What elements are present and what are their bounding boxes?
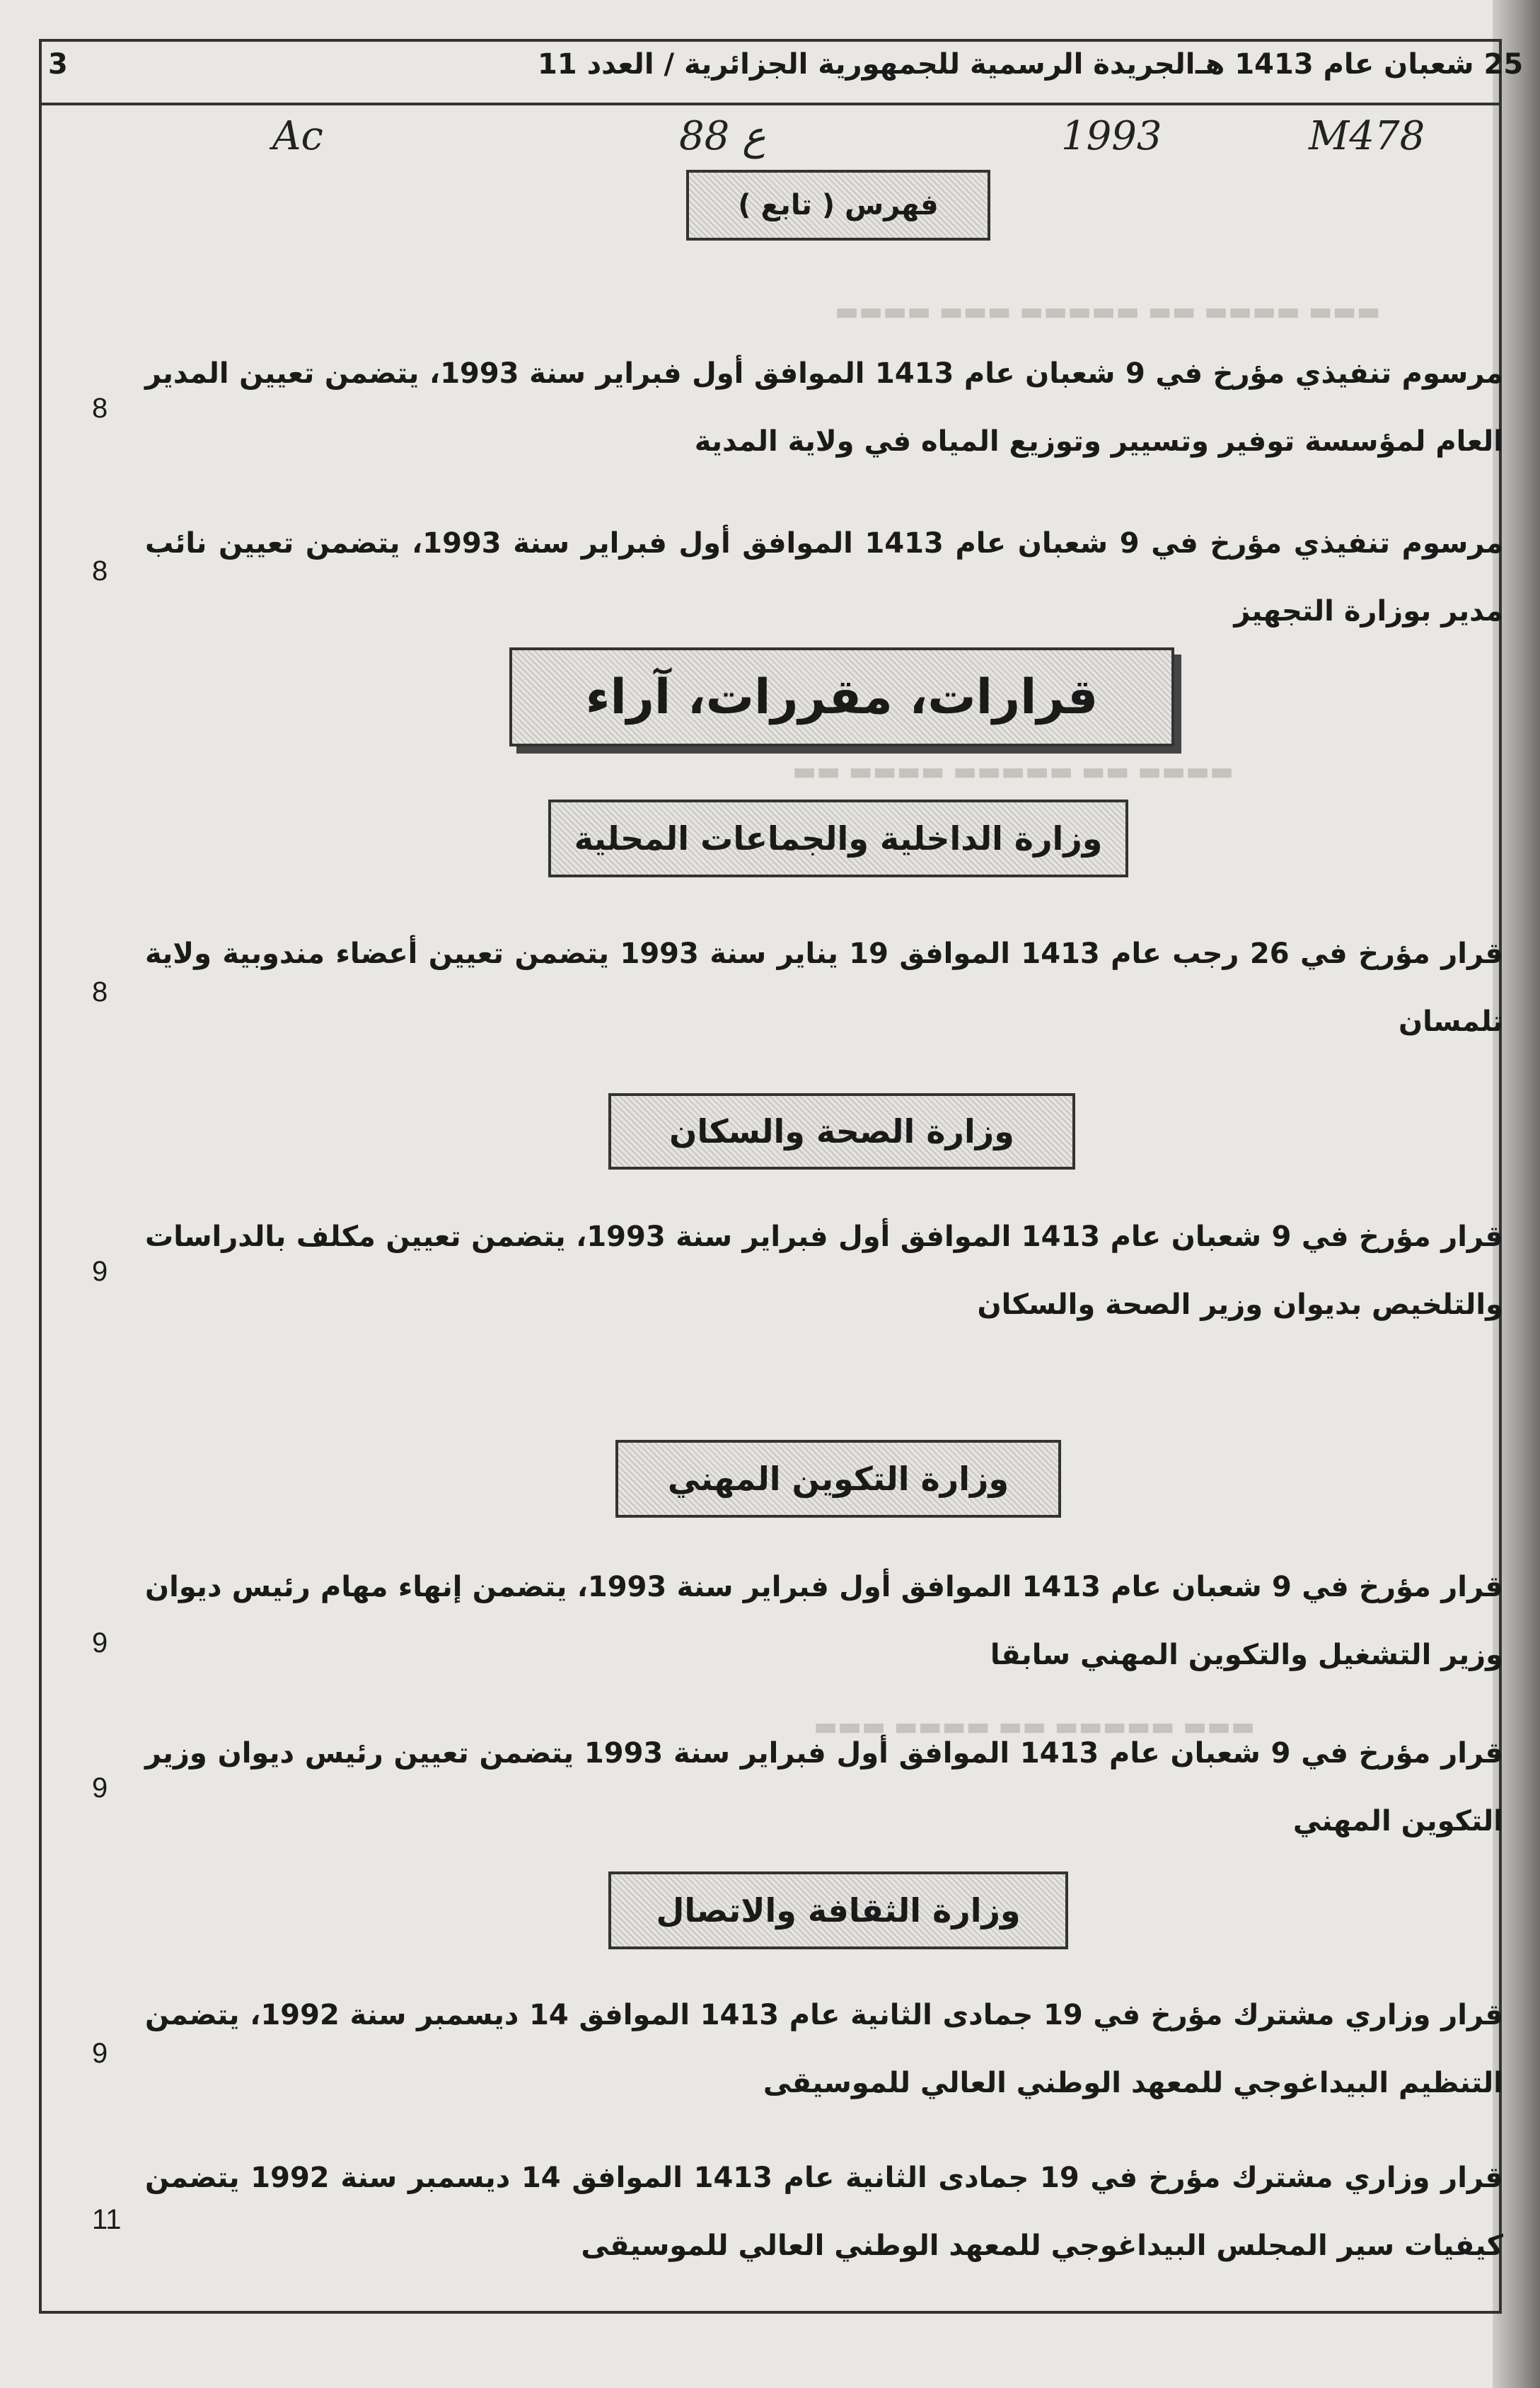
handwritten-year: 1993 <box>1061 113 1162 159</box>
entry-page-number: 8 <box>92 976 108 1008</box>
entry-text: قرار وزاري مشترك مؤرخ في 19 جمادى الثانية عام 1413 الموافق 14 ديسمبر سنة 1992 يتضمن كيفيات سير المجلس البيداغوجي للمعهد الوطني العالي للموسيقى <box>145 2162 1503 2262</box>
section-title-culture: وزارة الثقافة والاتصال <box>608 1871 1068 1949</box>
index-entry <box>145 1981 1503 2117</box>
entry-page-number: 9 <box>92 2038 108 2069</box>
entry-page-number: 9 <box>92 1256 108 1287</box>
entry-text: قرار مؤرخ في 9 شعبان عام 1413 الموافق أول فبراير سنة 1993، يتضمن تعيين مكلف بالدراسات والتلخيص بديوان وزير الصحة والسكان <box>145 1221 1504 1321</box>
handwritten-reference: M478 <box>1309 113 1425 159</box>
entry-text: مرسوم تنفيذي مؤرخ في 9 شعبان عام 1413 الموافق أول فبراير سنة 1993، يتضمن تعيين المدير العام لمؤسسة توفير وتسيير وتوزيع المياه في ولاية المدية <box>145 357 1504 458</box>
journal-title: الجريدة الرسمية للجمهورية الجزائرية / العدد 11 <box>538 48 1195 81</box>
index-title: فهرس ( تابع ) <box>686 170 990 241</box>
index-entry <box>145 340 1503 475</box>
page-number: 3 <box>48 48 68 81</box>
bleed-through: ▬▬▬ ▬▬▬▬▬ ▬▬ ▬▬▬▬ ▬▬▬ <box>814 1712 1256 1741</box>
index-entry <box>145 1719 1503 1855</box>
header-date: 25 شعبان عام 1413 هـ <box>1195 48 1524 81</box>
bleed-through: ▬▬▬ ▬▬▬▬ ▬▬ ▬▬▬▬▬ ▬▬▬ ▬▬▬▬ <box>835 297 1381 326</box>
entry-text: قرار مؤرخ في 26 رجب عام 1413 الموافق 19 يناير سنة 1993 يتضمن تعيين أعضاء مندوبية ولاية تلمسان <box>145 938 1504 1038</box>
section-title-interior: وزارة الداخلية والجماعات المحلية <box>548 800 1128 877</box>
entry-page-number: 9 <box>92 1772 108 1804</box>
section-title-health: وزارة الصحة والسكان <box>608 1093 1075 1170</box>
entry-text: قرار مؤرخ في 9 شعبان عام 1413 الموافق أول فبراير سنة 1993، يتضمن إنهاء مهام رئيس ديوان وزير التشغيل والتكوين المهني سابقا <box>145 1571 1504 1671</box>
entry-text: قرار مؤرخ في 9 شعبان عام 1413 الموافق أول فبراير سنة 1993 يتضمن تعيين رئيس ديوان وزير التكوين المهني <box>145 1737 1504 1838</box>
handwritten-mark: 88 ع <box>679 113 766 159</box>
index-entry <box>145 920 1503 1056</box>
bleed-through: ▬▬▬▬ ▬▬ ▬▬▬▬▬ ▬▬▬▬ ▬▬ <box>792 757 1234 786</box>
main-section-title: قرارات، مقررات، آراء <box>509 647 1174 746</box>
entry-page-number: 9 <box>92 1627 108 1659</box>
handwritten-mark: Ac <box>272 113 323 159</box>
entry-text: قرار وزاري مشترك مؤرخ في 19 جمادى الثانية عام 1413 الموافق 14 ديسمبر سنة 1992، يتضمن التنظيم البيداغوجي للمعهد الوطني العالي للموسيقى <box>145 1999 1504 2099</box>
index-entry <box>145 509 1503 645</box>
index-entry <box>145 2144 1503 2280</box>
index-entry <box>145 1203 1503 1339</box>
entry-page-number: 8 <box>92 393 108 424</box>
header-rule <box>39 103 1502 105</box>
section-title-training: وزارة التكوين المهني <box>615 1440 1061 1518</box>
entry-text: مرسوم تنفيذي مؤرخ في 9 شعبان عام 1413 الموافق أول فبراير سنة 1993، يتضمن تعيين نائب مدير بوزارة التجهيز <box>145 527 1504 628</box>
entry-page-number: 11 <box>92 2204 122 2235</box>
entry-page-number: 8 <box>92 555 108 587</box>
index-entry <box>145 1553 1503 1689</box>
